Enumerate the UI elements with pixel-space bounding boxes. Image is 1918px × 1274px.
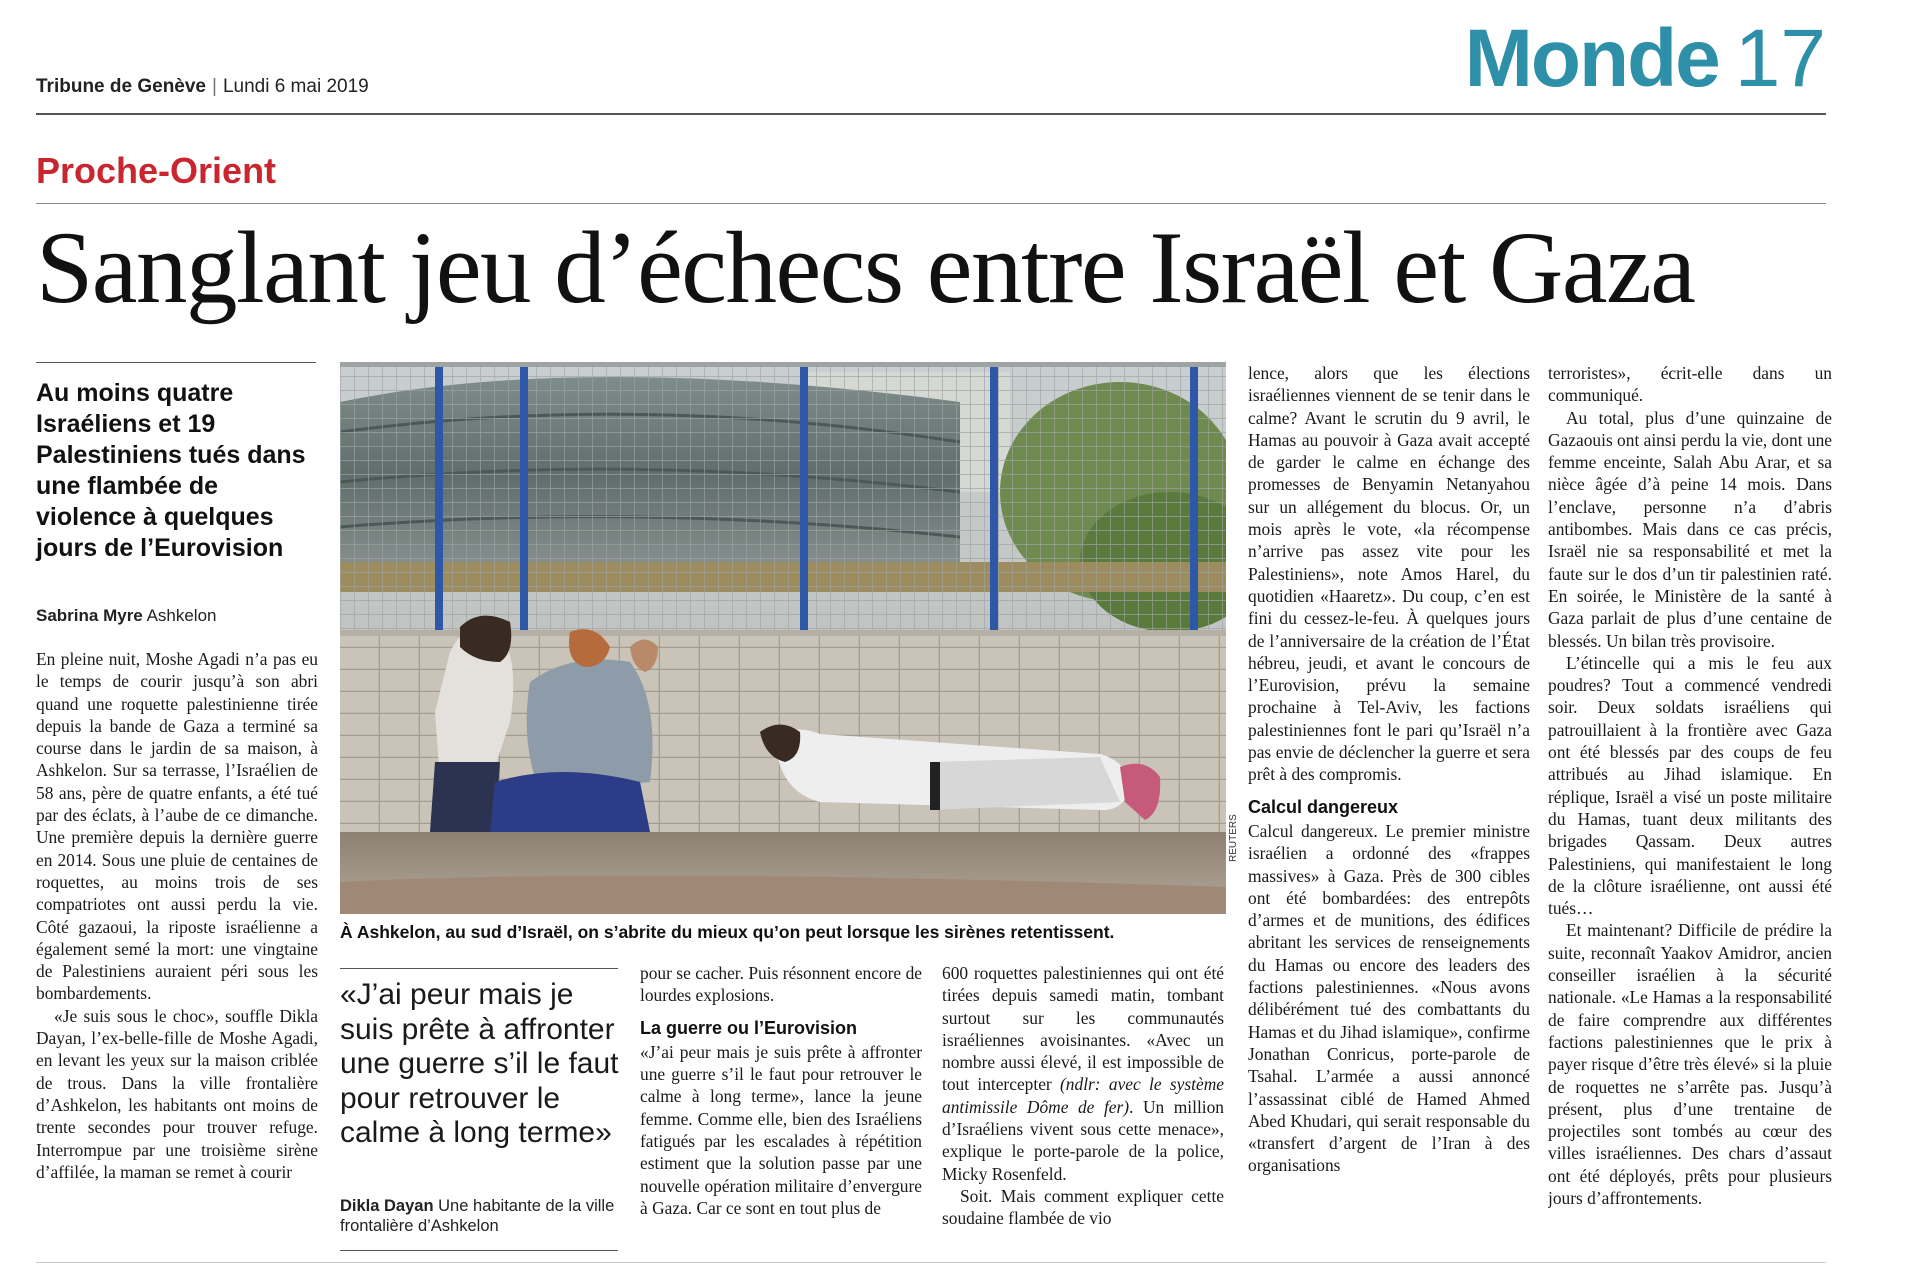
byline-author: Sabrina Myre: [36, 606, 143, 625]
kicker: Proche-Orient: [36, 150, 277, 191]
footer-rule: [36, 1262, 1826, 1263]
col3-paragraph-1: [942, 962, 1224, 1185]
column-1: [36, 648, 318, 1260]
dek: Au moins quatre Israéliens et 19 Palestiniens tués dans une flambée de violence à quelques jours de l’Eurovision: [36, 379, 306, 562]
photo-illustration: [340, 362, 1226, 914]
byline-location: Ashkelon: [146, 606, 217, 625]
header-rule: [36, 113, 1826, 115]
byline: [36, 606, 326, 626]
lead-rule: [36, 362, 316, 363]
section-name: Monde: [1464, 13, 1719, 104]
col3-text-a: 600 roquettes palestiniennes qui ont été tirées depuis samedi matin, tombant surtout sur les communautés israéliennes avoisinantes. «Avec un nombre aussi élevé, il est impossible de tout intercepter: [942, 963, 1224, 1095]
page-number: 17: [1734, 13, 1826, 104]
pullquote-top-rule: [340, 968, 618, 969]
column-2: [640, 962, 922, 1262]
col4-paragraph-1: lence, alors que les élections israéliennes viennent de se tenir dans le calme? Avant le scrutin du 9 avril, le Hamas au pouvoir à Gaza avait accepté de garder le calme en échange des promesses de Benyamin Netanyahou sur un allégement du blocus. Or, un mois après le vote, «la récompense n’arrive pas assez vite pour les Palestiniens», note Amos Harel, du quotidien «Haaretz». Du coup, c’en est fini du cessez-le-feu. À quelques jours de l’anniversaire de la création de l’État hébreu, jeudi, et avant le concours de l’Eurovision, prévu la semaine prochaine à Tel-Aviv, les factions palestiniennes font le pari qu’Israël n’a pas envie de déclencher la guerre et sera prêt à des compromis.: [1248, 363, 1530, 785]
col2-subheading: La guerre ou l’Eurovision: [640, 1017, 858, 1038]
col2-paragraph-1: pour se cacher. Puis résonnent encore de lourdes explosions.: [640, 963, 922, 1006]
col5-paragraph-4: Et maintenant? Difficile de prédire la suite, reconnaît Yaakov Amidror, ancien conseiller israélien à la sécurité nationale. «Le Hamas a la responsabilité de faire comprendre aux différentes factions palestiniennes que le prix à payer risque d’être très élevé» si la pluie de roquettes ne s’arrête pas. Jusqu’à présent, plus d’une trentaine de projectiles sont tombés au cœur des villes israéliennes. Des chars d’assaut ont été déployés, prêts pour plusieurs jours d’affrontements.: [1548, 920, 1832, 1208]
pullquote-name: Dikla Dayan: [340, 1197, 434, 1215]
column-3: [942, 962, 1224, 1262]
publication-name: Tribune de Genève: [36, 76, 206, 97]
pullquote-bottom-rule: [340, 1250, 618, 1251]
masthead: [36, 76, 369, 98]
photo-caption: À Ashkelon, au sud d’Israël, on s’abrite du mieux qu’on peut lorsque les sirènes retentissent.: [340, 922, 1115, 942]
col5-paragraph-3: L’étincelle qui a mis le feu aux poudres? Tout a commencé vendredi soir. Deux soldats israéliens qui patrouillaient à la frontière avec Gaza ont été blessés par des coups de feu attribués au Jihad islamique. En réplique, Israël a visé un poste militaire du Hamas, tuant deux militants des brigades Qassam. Deux autres Palestiniens, qui manifestaient le long de la clôture israélienne, ont aussi été tués…: [1548, 652, 1832, 919]
col5-paragraph-1: terroristes», écrit-elle dans un communiqué.: [1548, 363, 1832, 406]
issue-date: Lundi 6 mai 2019: [222, 76, 369, 97]
photo-credit: REUTERS: [1228, 814, 1239, 862]
col3-text-b: . Un million d’Israéliens vivent sous cette menace», explique le porte-parole de la police, Micky Rosenfeld.: [942, 1096, 1224, 1184]
col2-paragraph-2: «J’ai peur mais je suis prête à affronter une guerre s’il le faut pour retrouver le calme à long terme», lance la jeune femme. Comme elle, bien des Israéliens fatigués par les escalades à répétition estiment que la solution passe par une nouvelle opération militaire d’envergure à Gaza. Car ce sont en tout plus de: [640, 1041, 922, 1218]
col1-paragraph-1: En pleine nuit, Moshe Agadi n’a pas eu le temps de courir jusqu’à son abri quand une roquette palestinienne tirée depuis la bande de Gaza a terminé sa course dans le jardin de sa maison, à Ashkelon. Sur sa terrasse, l’Israélien de 58 ans, père de quatre enfants, a été tué par des éclats, à l’aube de ce dimanche. Une première depuis la dernière guerre en 2014. Sous une pluie de centaines de roquettes, au moins trois de ses compatriotes ont aussi perdu la vie. Côté gazaoui, la riposte israélienne a également semé la mort: une vingtaine de Palestiniens auraient péri sous les bombardements.: [36, 649, 318, 1004]
pullquote-source: [340, 1196, 630, 1236]
masthead-separator: |: [212, 76, 217, 97]
pullquote-role: Une habitante de la ville frontalière d’Ashkelon: [340, 1197, 615, 1235]
col4-subheading: Calcul dangereux: [1248, 796, 1399, 817]
col3-italic-note: (ndlr: avec le système antimissile Dôme de fer): [942, 1074, 1224, 1117]
column-4: [1248, 362, 1530, 1262]
article-photo: [340, 362, 1226, 914]
pullquote: «J’ai peur mais je suis prête à affronter une guerre s’il le faut pour retrouver le calme à long terme»: [340, 978, 619, 1149]
col5-paragraph-2: Au total, plus d’une quinzaine de Gazaouis ont ainsi perdu la vie, dont une femme enceinte, Salah Abu Arar, et sa nièce âgée d’à peine 14 mois. Dans l’enclave, personne n’a d’abris antibombes. Mais dans ce cas précis, Israël nie sa responsabilité et met la faute sur le dos d’un tir palestinien raté. En soirée, le Ministère de la santé à Gaza parlait de plus d’une centaine de blessés. Un bilan très provisoire.: [1548, 407, 1832, 651]
column-5: [1548, 362, 1832, 1262]
kicker-rule: [36, 203, 1826, 204]
col4-paragraph-2: Calcul dangereux. Le premier ministre israélien a ordonné des «frappes massives» à Gaza. Près de 300 cibles ont été bombardées: des entrepôts d’armes et de munitions, des édifices abritant les services de renseignements du Hamas ou encore des leaders des factions palestiniennes. «Nous avons délibérément tué des combattants du Hamas et du Jihad islamique», confirme Jonathan Conricus, porte-parole de Tsahal. L’armée a aussi annoncé l’assassinat ciblé de Hamed Ahmed Abed Khudari, qui serait responsable du «transfert d’argent de l’Iran à des organisations: [1248, 820, 1530, 1176]
col1-paragraph-2: «Je suis sous le choc», souffle Dikla Dayan, l’ex-belle-fille de Moshe Agadi, en levant les yeux sur la maison criblée de trous. Dans la ville frontalière d’Ashkelon, les habitants ont moins de trente secondes pour trouver refuge. Interrompue par une troisième sirène d’affilée, la maman se remet à courir: [36, 1005, 318, 1182]
section-header: [1464, 13, 1826, 104]
headline: Sanglant jeu d’échecs entre Israël et Gaza: [36, 211, 1695, 325]
col3-paragraph-2: Soit. Mais comment expliquer cette soudaine flambée de vio: [942, 1185, 1224, 1229]
